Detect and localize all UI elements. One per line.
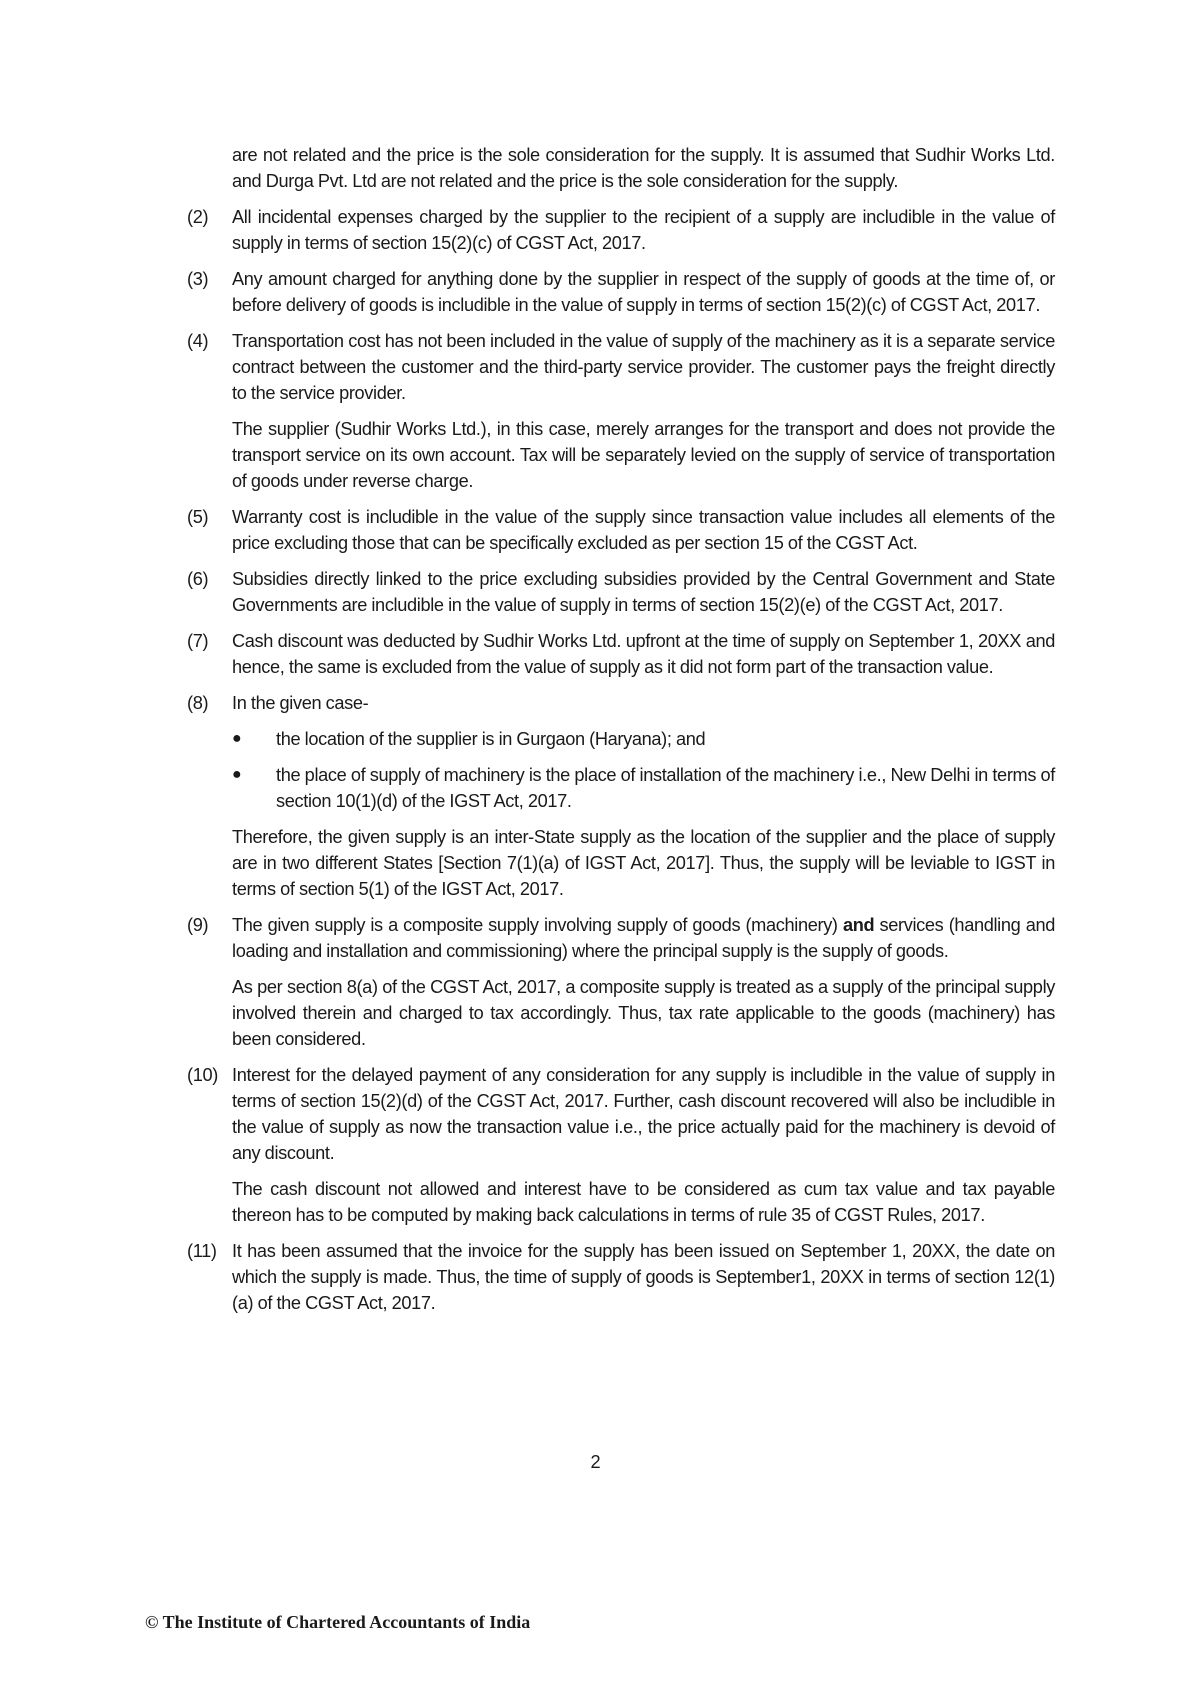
item-number: (8) (187, 693, 209, 713)
item-number: (9) (187, 915, 209, 935)
item-number: (6) (187, 569, 209, 589)
item-text: It has been assumed that the invoice for the supply has been issued on September 1, 20XX, the date on which the supply is made. Thus, the time of supply of goods is September1, 20XX in terms of section 12(1)(a) of the CGST Act, 2017. (232, 1241, 1055, 1313)
bullet-text: the location of the supplier is in Gurgaon (Haryana); and (276, 729, 706, 749)
list-item-6 (187, 566, 1055, 618)
item-number: (7) (187, 631, 209, 651)
item-number: (10) (187, 1065, 218, 1085)
item-number: (2) (187, 207, 209, 227)
item-number: (3) (187, 269, 209, 289)
item-number: (11) (187, 1241, 217, 1261)
item-text: Transportation cost has not been included in the value of supply of the machinery as it is a separate service contract between the customer and the third-party service provider. The customer pays the freight directly to the service provider. (232, 331, 1055, 403)
bullet-icon: ● (232, 730, 242, 747)
item-text-part: The given supply is a composite supply involving supply of goods (machinery) (232, 915, 843, 935)
item-number: (4) (187, 331, 209, 351)
item-text: Warranty cost is includible in the value of the supply since transaction value includes all elements of the price excluding those that can be specifically excluded as per section 15 of the CGST Act. (232, 507, 1055, 553)
item-text: In the given case- (232, 693, 369, 713)
bullet-item (232, 762, 1055, 814)
item-text: All incidental expenses charged by the supplier to the recipient of a supply are includible in the value of supply in terms of section 15(2)(c) of CGST Act, 2017. (232, 207, 1055, 253)
list-item-8 (187, 690, 1055, 902)
item-number: (5) (187, 507, 209, 527)
item-text: Any amount charged for anything done by the supplier in respect of the supply of goods at the time of, or before delivery of goods is includible in the value of supply in terms of section 15(2)(c) of CGST Act, 2017. (232, 269, 1055, 315)
list-item-5 (187, 504, 1055, 556)
bullet-list (232, 726, 1055, 814)
list-item-7 (187, 628, 1055, 680)
list-item-2 (187, 204, 1055, 256)
item-text: Interest for the delayed payment of any consideration for any supply is includible in the value of supply in terms of section 15(2)(d) of the CGST Act, 2017. Further, cash discount recovered will also be includible in the value of supply as now the transaction value i.e., the price actually paid for the machinery is devoid of any discount. (232, 1065, 1055, 1163)
item-subparagraph: The cash discount not allowed and interest have to be considered as cum tax value and tax payable thereon has to be computed by making back calculations in terms of rule 35 of CGST Rules, 2017. (232, 1179, 1055, 1225)
list-item-10 (187, 1062, 1055, 1228)
bullet-text: the place of supply of machinery is the place of installation of the machinery i.e., New Delhi in terms of section 10(1)(d) of the IGST Act, 2017. (276, 765, 1055, 811)
footer-copyright: © The Institute of Chartered Accountants of India (145, 1612, 531, 1632)
intro-paragraph: are not related and the price is the sole consideration for the supply. It is assumed that Sudhir Works Ltd. and Durga Pvt. Ltd are not related and the price is the sole consideration for the supply. (232, 145, 1055, 191)
page-number: 2 (590, 1452, 601, 1472)
item-subparagraph: The supplier (Sudhir Works Ltd.), in this case, merely arranges for the transport and does not provide the transport service on its own account. Tax will be separately levied on the supply of service of transportation of goods under reverse charge. (232, 419, 1055, 491)
list-item-11 (187, 1238, 1055, 1316)
list-item-9 (187, 912, 1055, 1052)
bullet-icon: ● (232, 766, 242, 783)
list-item-4 (187, 328, 1055, 494)
item-text-part: services (handling and loading and installation and commissioning) where the principal supply is the supply of goods. (232, 915, 1055, 961)
document-body (187, 142, 1055, 1326)
item-text: Cash discount was deducted by Sudhir Works Ltd. upfront at the time of supply on September 1, 20XX and hence, the same is excluded from the value of supply as it did not form part of the transaction value. (232, 631, 1055, 677)
item-text (232, 912, 1055, 964)
item-text: Subsidies directly linked to the price excluding subsidies provided by the Central Government and State Governments are includible in the value of supply in terms of section 15(2)(e) of the CGST Act, 2017. (232, 569, 1055, 615)
list-item-3 (187, 266, 1055, 318)
item-subparagraph: Therefore, the given supply is an inter-State supply as the location of the supplier and the place of supply are in two different States [Section 7(1)(a) of IGST Act, 2017]. Thus, the supply will be leviable to IGST in terms of section 5(1) of the IGST Act, 2017. (232, 827, 1055, 899)
item-subparagraph: As per section 8(a) of the CGST Act, 2017, a composite supply is treated as a supply of the principal supply involved therein and charged to tax accordingly. Thus, tax rate applicable to the goods (machinery) has been considered. (232, 977, 1055, 1049)
bullet-item (232, 726, 1055, 752)
item-text-bold: and (842, 915, 875, 935)
